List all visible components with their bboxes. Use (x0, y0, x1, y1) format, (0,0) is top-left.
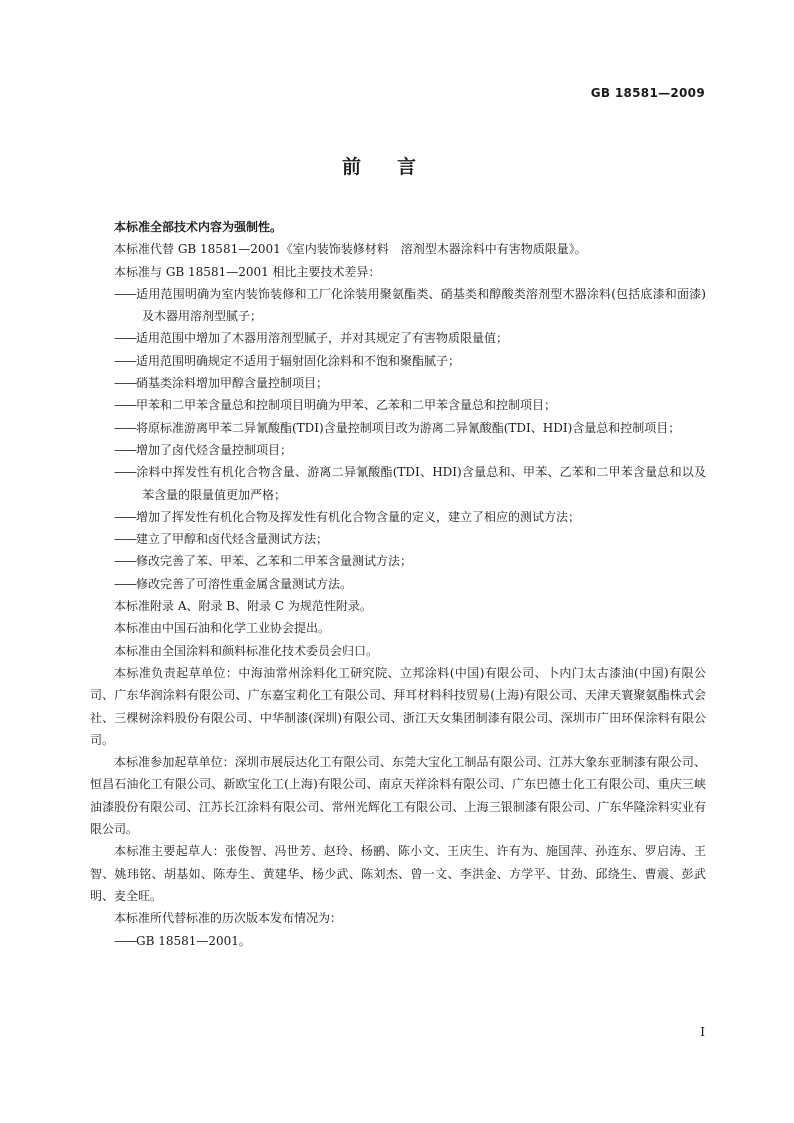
dash-marker: —— (114, 286, 136, 301)
foreword-body (90, 216, 706, 952)
change-text: 甲苯和二甲苯含量总和控制项目明确为甲苯、乙苯和二甲苯含量总和控制项目； (136, 398, 557, 413)
change-item (90, 283, 706, 328)
participating-drafters-note: 本标准参加起草单位：深圳市展辰达化工有限公司、东莞大宝化工制品有限公司、江苏大象东亚制漆有限公司、恒昌石油化工有限公司、新欧宝化工(上海)有限公司、南京天祥涂料有限公司、广东巴德士化工有限公司、重庆三峡油漆股份有限公司、江苏长江涂料有限公司、常州光辉化工有限公司、上海三银制漆有限公司、广东华隆涂料实业有限公司。 (90, 755, 706, 837)
change-text: 修改完善了可溶性重金属含量测试方法。 (136, 576, 353, 591)
replaces-statement: 本标准代替 GB 18581—2001《室内装饰装修材料 溶剂型木器涂料中有害物质限量》。 (114, 242, 587, 257)
change-item (90, 417, 706, 439)
page-title: 前言 (341, 156, 452, 178)
change-item (90, 528, 706, 550)
dash-marker: —— (114, 376, 136, 391)
change-item (90, 372, 706, 394)
change-text: 修改完善了苯、甲苯、乙苯和二甲苯含量测试方法； (136, 554, 413, 569)
change-item (90, 350, 706, 372)
standard-code: GB 18581—2009 (590, 86, 705, 100)
change-text: 将原标准游离甲苯二异氰酸酯(TDI)含量控制项目改为游离二异氰酸酯(TDI、HDI)含量总和控制项目； (136, 420, 681, 435)
history-intro: 本标准所代替标准的历次版本发布情况为： (114, 911, 343, 926)
dash-marker: —— (114, 532, 136, 547)
dash-marker: —— (114, 331, 136, 346)
dash-marker: —— (114, 933, 136, 948)
mandatory-statement: 本标准全部技术内容为强制性。 (114, 220, 283, 234)
dash-marker: —— (114, 398, 136, 413)
dash-marker: —— (114, 554, 136, 569)
dash-marker: —— (114, 353, 136, 368)
change-text: 建立了甲醇和卤代烃含量测试方法； (136, 532, 329, 547)
proposed-by-note: 本标准由中国石油和化学工业协会提出。 (114, 621, 331, 636)
lead-drafters-note: 本标准负责起草单位：中海油常州涂料化工研究院、立邦涂料(中国)有限公司、卜内门太古漆油(中国)有限公司、广东华润涂料有限公司、广东嘉宝莉化工有限公司、拜耳材料科技贸易(上海)有限公司、天津天寰聚氨酯株式会社、三棵树涂料股份有限公司、中华制漆(深圳)有限公司、浙江天女集团制漆有限公司、深圳市广田环保涂料有限公司。 (90, 665, 706, 747)
dash-marker: —— (114, 465, 136, 480)
change-item (90, 550, 706, 572)
change-item (90, 439, 706, 461)
centralized-by-note: 本标准由全国涂料和颜料标准化技术委员会归口。 (114, 643, 379, 658)
change-text: 适用范围明确规定不适用于辐射固化涂料和不饱和聚酯腻子； (136, 353, 461, 368)
history-text: GB 18581—2001。 (136, 933, 251, 948)
dash-marker: —— (114, 420, 136, 435)
change-text: 硝基类涂料增加甲醇含量控制项目； (136, 376, 329, 391)
page-number: I (700, 1025, 705, 1039)
change-item (90, 327, 706, 349)
differences-intro: 本标准与 GB 18581—2001 相比主要技术差异： (114, 264, 381, 279)
change-text: 适用范围明确为室内装饰装修和工厂化涂装用聚氨酯类、硝基类和醇酸类溶剂型木器涂料(包括底漆和面漆)及木器用溶剂型腻子； (136, 286, 706, 324)
change-item (90, 461, 706, 506)
appendix-note: 本标准附录 A、附录 B、附录 C 为规范性附录。 (114, 599, 372, 614)
history-item (90, 930, 706, 952)
change-item (90, 394, 706, 416)
main-drafters-note: 本标准主要起草人：张俊智、冯世芳、赵玲、杨鹂、陈小文、王庆生、许有为、施国萍、孙连东、罗启涛、王智、姚玮铭、胡基如、陈寿生、黄建华、杨少武、陈刘杰、曾一文、李洪金、方学平、甘劲、邱绕生、曹震、彭武明、麦全旺。 (90, 844, 706, 903)
dash-marker: —— (114, 509, 136, 524)
change-text: 适用范围中增加了木器用溶剂型腻子，并对其规定了有害物质限量值； (136, 331, 509, 346)
change-text: 增加了卤代烃含量控制项目； (136, 442, 293, 457)
change-item (90, 573, 706, 595)
change-item (90, 506, 706, 528)
dash-marker: —— (114, 576, 136, 591)
dash-marker: —— (114, 442, 136, 457)
change-text: 涂料中挥发性有机化合物含量、游离二异氰酸酯(TDI、HDI)含量总和、甲苯、乙苯和二甲苯含量总和以及苯含量的限量值更加严格； (136, 465, 706, 502)
change-text: 增加了挥发性有机化合物及挥发性有机化合物含量的定义，建立了相应的测试方法； (136, 509, 581, 524)
